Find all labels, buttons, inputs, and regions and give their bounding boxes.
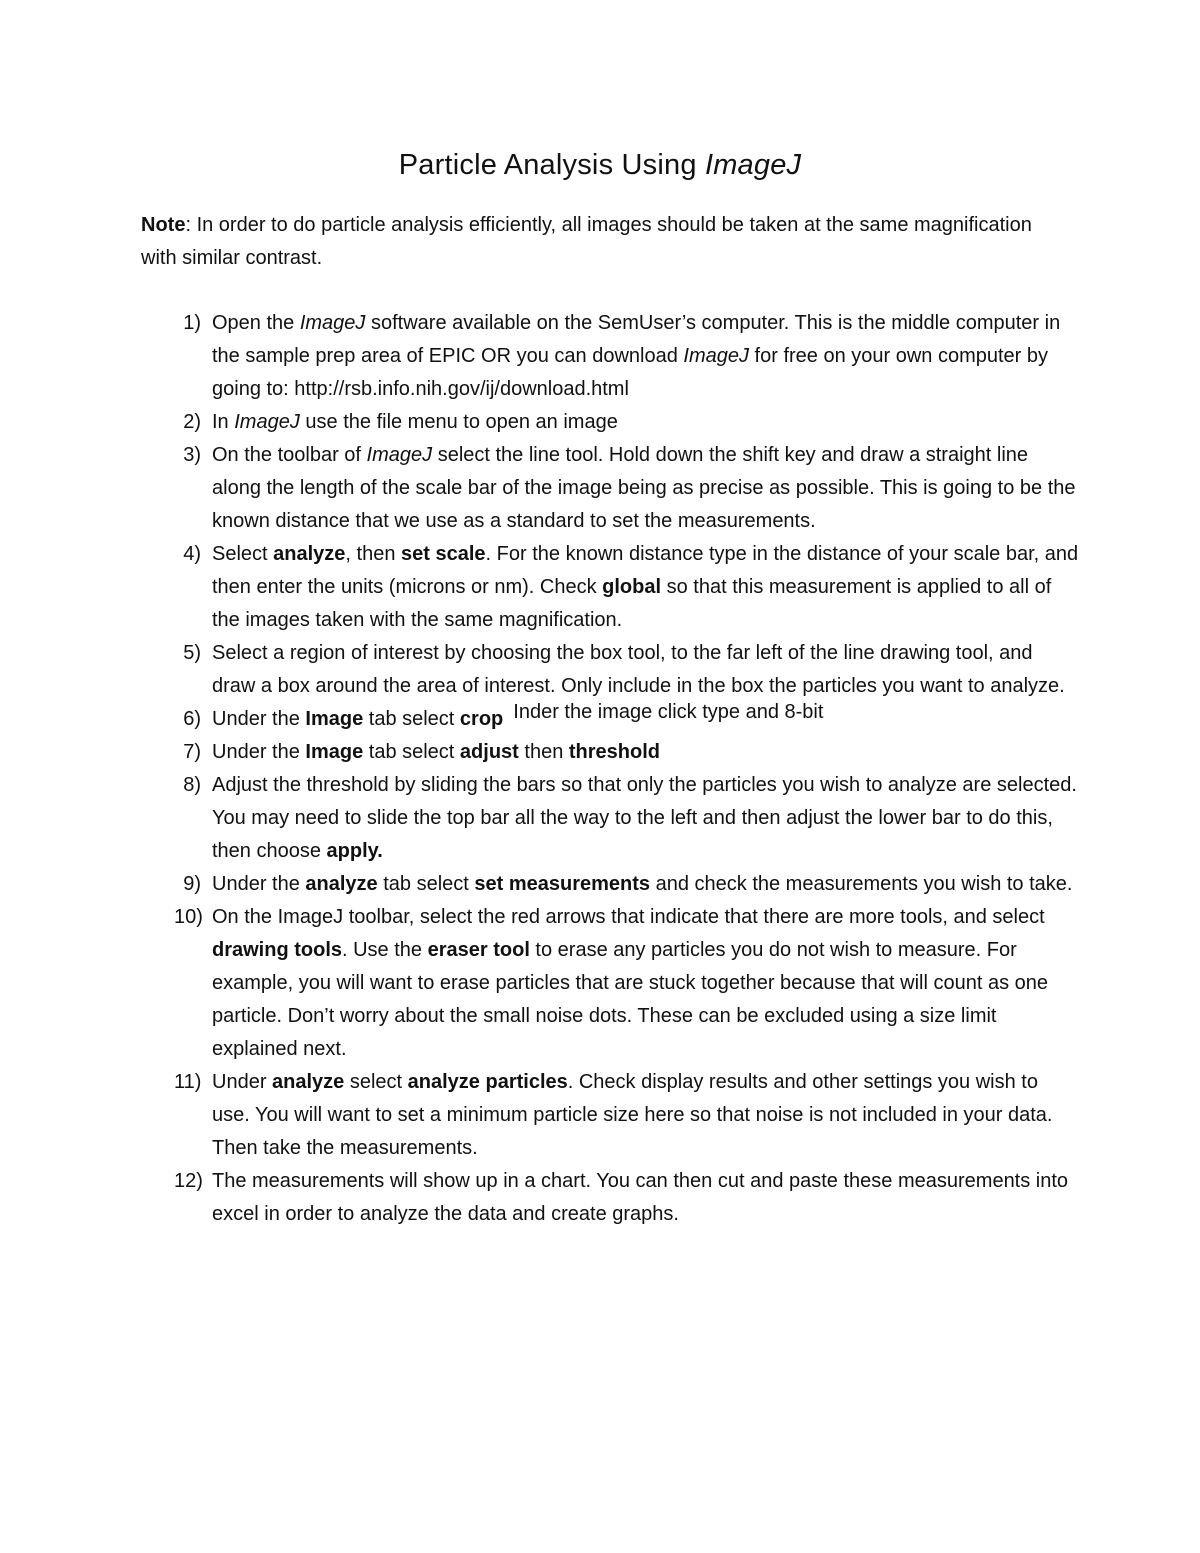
list-item	[141, 1165, 1081, 1231]
bold-term: analyze	[305, 873, 378, 895]
text-run: Under the	[212, 708, 306, 730]
text-run: On the toolbar of	[212, 444, 367, 466]
text-run: Adjust the threshold by sliding the bars so that only the particles you wish to analyze are selected. You may need to slide the top bar all the way to the left and then adjust the lower bar to do this, then choose	[212, 774, 1077, 862]
list-item	[141, 868, 1081, 901]
list-item-number: 10)	[174, 906, 203, 928]
bold-term: analyze particles	[407, 1071, 568, 1093]
list-item-text	[212, 444, 1076, 532]
italic-term: ImageJ	[683, 345, 749, 367]
text-run: , then	[345, 543, 402, 565]
list-item-number: 9)	[183, 873, 201, 895]
list-item	[141, 406, 1081, 439]
text-run: . For the known distance type in the distance of your scale bar, and then enter the units (microns or nm). Check	[212, 543, 1079, 598]
bold-term: crop	[459, 708, 504, 730]
text-run: to erase any particles you do not wish to measure. For example, you will want to erase particles that are stuck together because that will count as one particle. Don’t worry about the small noise dots. These can be excluded using a size limit explained next.	[212, 939, 1049, 1060]
text-run: then	[518, 741, 569, 763]
bold-term: drawing tools	[212, 939, 342, 961]
list-item	[141, 901, 1081, 1066]
list-item	[141, 769, 1081, 868]
list-item-text	[212, 1170, 1068, 1225]
note-label: Note	[141, 214, 186, 236]
bold-term: set scale	[401, 543, 486, 565]
text-run: In	[212, 411, 235, 433]
list-item-number: 3)	[183, 444, 201, 466]
text-run: so that this measurement is applied to all of the images taken with the same magnification.	[212, 576, 1052, 631]
bold-term: global	[602, 576, 662, 598]
list-item	[141, 439, 1081, 538]
text-run: Under	[212, 1071, 273, 1093]
list-item-text	[212, 906, 1048, 1060]
text-run: . Use the	[342, 939, 428, 961]
text-run: Open the	[212, 312, 300, 334]
list-item-text	[212, 642, 1065, 697]
list-item-number: 2)	[183, 411, 201, 433]
text-run: for free on your own computer by going to: http://rsb.info.nih.gov/ij/download.html	[212, 345, 1049, 400]
text-run: tab select	[363, 741, 460, 763]
title-text: Particle Analysis Using	[398, 149, 705, 181]
list-item-text	[212, 1071, 1052, 1159]
text-run: Under the	[212, 873, 306, 895]
note-paragraph	[141, 209, 1041, 275]
inline-note: Inder the image click type and 8-bit	[513, 701, 824, 723]
text-run: On the ImageJ toolbar, select the red arrows that indicate that there are more tools, and select	[212, 906, 1045, 928]
text-run: . Check display results and other settings you wish to use. You will want to set a minimum particle size here so that noise is not included in your data. Then take the measurements.	[212, 1071, 1053, 1159]
bold-term: eraser tool	[427, 939, 530, 961]
text-run: tab select	[377, 873, 475, 895]
text-run: Under the	[212, 741, 306, 763]
italic-term: ImageJ	[299, 312, 366, 334]
list-item-text	[212, 873, 1072, 895]
list-item-text	[212, 701, 824, 730]
italic-term: ImageJ	[366, 444, 433, 466]
list-item	[141, 637, 1081, 703]
text-run: select the line tool. Hold down the shift key and draw a straight line along the length of the scale bar of the image being as precise as possible. This is going to be the known distance that we use as a standard to set the measurements.	[212, 444, 1076, 532]
bold-term: adjust	[459, 741, 519, 763]
text-run: select	[344, 1071, 408, 1093]
list-item-text	[212, 312, 1060, 400]
text-run: use the file menu to open an image	[299, 411, 618, 433]
list-item-number: 1)	[183, 312, 201, 334]
list-item-number: 11)	[174, 1071, 202, 1093]
bold-term: set measurements	[474, 873, 651, 895]
list-item-number: 6)	[183, 708, 201, 730]
steps-list	[141, 307, 1081, 1231]
list-item-number: 7)	[183, 741, 201, 763]
list-item	[141, 703, 1081, 736]
note-text: : In order to do particle analysis efficiently, all images should be taken at the same magnification with similar contrast.	[141, 214, 1032, 269]
list-item-text	[212, 543, 1078, 631]
text-run: Select	[212, 543, 274, 565]
list-item	[141, 736, 1081, 769]
list-item	[141, 538, 1081, 637]
text-run: tab select	[363, 708, 460, 730]
list-item-text	[212, 741, 660, 763]
list-item	[141, 307, 1081, 406]
bold-term: Image	[305, 741, 364, 763]
bold-term: Image	[305, 708, 364, 730]
list-item-text	[212, 411, 618, 433]
bold-term: apply.	[326, 840, 383, 862]
bold-term: analyze	[272, 1071, 345, 1093]
list-item-number: 8)	[183, 774, 201, 796]
list-item-text	[212, 774, 1077, 862]
list-item-number: 12)	[174, 1170, 203, 1192]
title-italic-text: ImageJ	[704, 149, 802, 181]
list-item-number: 4)	[183, 543, 201, 565]
page-title	[0, 145, 1200, 185]
text-run: software available on the SemUser’s computer. This is the middle computer in the sample prep area of EPIC OR you can download	[212, 312, 1061, 367]
italic-term: ImageJ	[234, 411, 300, 433]
text-run: Select a region of interest by choosing the box tool, to the far left of the line drawing tool, and draw a box around the area of interest. Only include in the box the particles you want to analyze.	[212, 642, 1065, 697]
list-item	[141, 1066, 1081, 1165]
bold-term: threshold	[568, 741, 660, 763]
text-run: The measurements will show up in a chart. You can then cut and paste these measurements into excel in order to analyze the data and create graphs.	[212, 1170, 1069, 1225]
bold-term: analyze	[273, 543, 346, 565]
list-item-number: 5)	[183, 642, 201, 664]
text-run: and check the measurements you wish to take.	[650, 873, 1073, 895]
